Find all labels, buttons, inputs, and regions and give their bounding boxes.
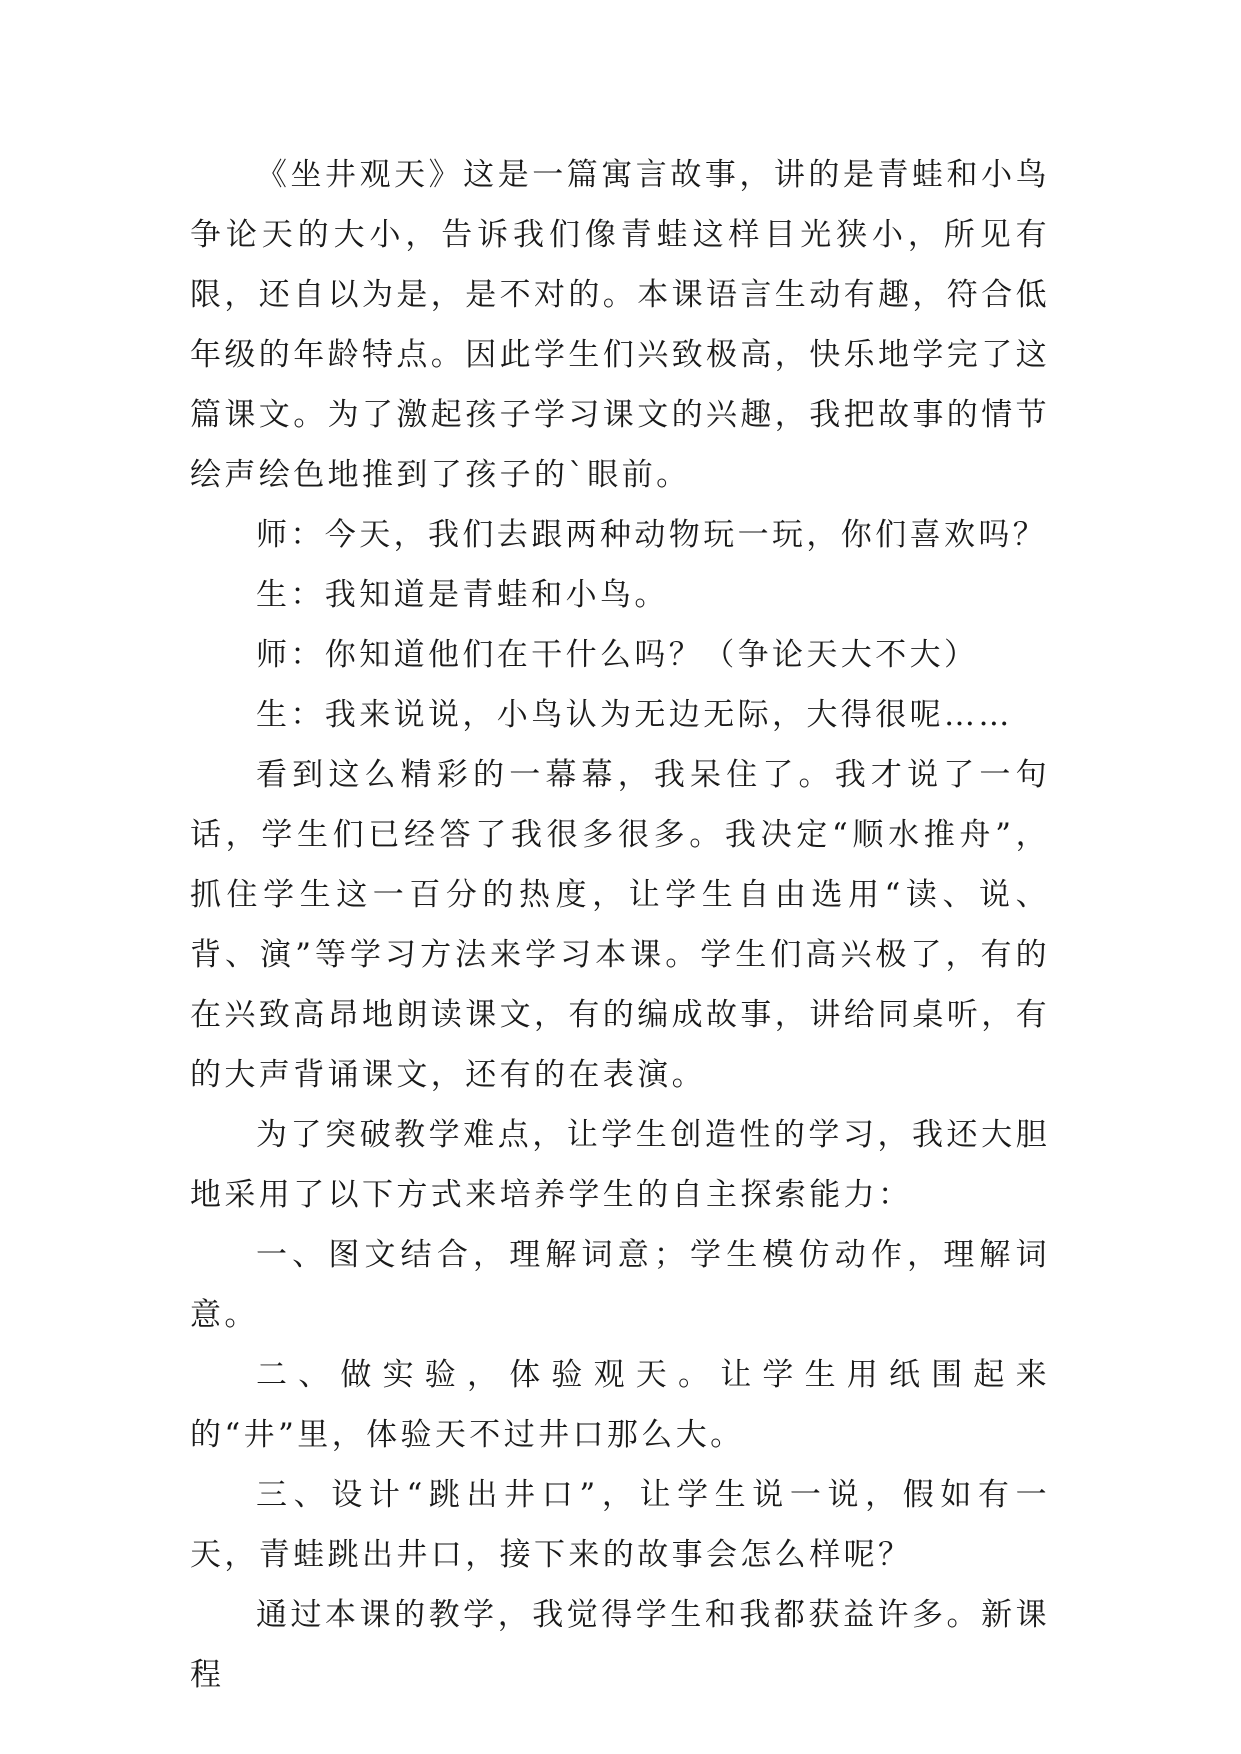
paragraph-methods-intro: 为了突破教学难点，让学生创造性的学习，我还大胆地采用了以下方式来培养学生的自主探索能力： (190, 1117, 1050, 1213)
paragraph-method-3: 三、设计“跳出井口”，让学生说一说，假如有一天，青蛙跳出井口，接下来的故事会怎么样呢？ (190, 1477, 1050, 1573)
paragraph-dialogue-student-2: 生：我来说说，小鸟认为无边无际，大得很呢…… (256, 697, 1013, 733)
paragraph-dialogue-student-1: 生：我知道是青蛙和小鸟。 (256, 577, 669, 613)
paragraph-method-2: 二、做实验，体验观天。让学生用纸围起来的“井”里，体验天不过井口那么大。 (190, 1357, 1050, 1453)
document-body (190, 145, 1050, 1705)
paragraph-dialogue-teacher-2: 师：你知道他们在干什么吗？（争论天大不大） (256, 637, 979, 673)
paragraph-reflection: 看到这么精彩的一幕幕，我呆住了。我才说了一句话，学生们已经答了我很多很多。我决定“顺水推舟”，抓住学生这一百分的热度，让学生自由选用“读、说、背、演”等学习方法来学习本课。学生们高兴极了，有的在兴致高昂地朗读课文，有的编成故事，讲给同桌听，有的大声背诵课文，还有的在表演。 (190, 757, 1050, 1093)
paragraph-dialogue-teacher-1: 师：今天，我们去跟两种动物玩一玩，你们喜欢吗？ (256, 517, 1048, 553)
paragraph-conclusion: 通过本课的教学，我觉得学生和我都获益许多。新课程 (190, 1597, 1050, 1693)
paragraph-method-1: 一、图文结合，理解词意；学生模仿动作，理解词意。 (190, 1237, 1050, 1333)
paragraph-intro: 《坐井观天》这是一篇寓言故事，讲的是青蛙和小鸟争论天的大小，告诉我们像青蛙这样目光狭小，所见有限，还自以为是，是不对的。本课语言生动有趣，符合低年级的年龄特点。因此学生们兴致极高，快乐地学完了这篇课文。为了激起孩子学习课文的兴趣，我把故事的情节绘声绘色地推到了孩子的`眼前。 (190, 157, 1050, 493)
